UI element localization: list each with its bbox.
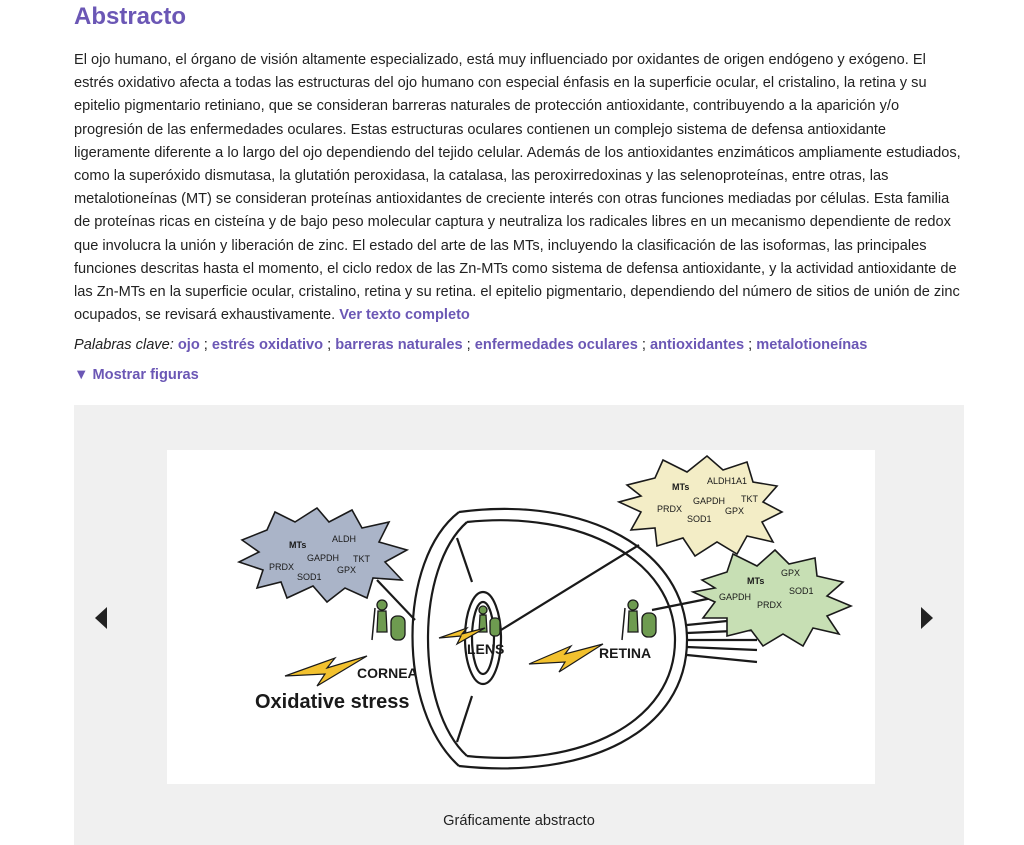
read-full-text-link[interactable]: Ver texto completo xyxy=(339,307,470,324)
svg-text:GAPDH: GAPDH xyxy=(307,553,340,563)
iris-bottom xyxy=(457,696,472,742)
abstract-body: El ojo humano, el órgano de visión altamente especializado, está muy influenciado por oxidantes de origen endógeno y exógeno. El estrés oxidativo afecta a todas las estructuras del ojo humano con especial énfasis en la superficie ocular, el cristalino, la retina y su epitelio pigmentario retiniano, que se consideran barreras naturales de protección antioxidante, contribuyendo a la aparición y/o progresión de las enfermedades oculares. Estas estructuras oculares contienen un complejo sistema de defensa antioxidante ligeramente diferente a lo largo del ojo dependiendo del tejido celular. Además de los antioxidantes enzimáticos ampliamente estudiados, como la superóxido dismutasa, la glutatión peroxidasa, la catalasa, las peroxirredoxinas y las selenoproteínas, entre otras, las metalotioneínas (MT) se consideran proteínas antioxidantes de creciente interés con otras funciones mediadas por células. Esta familia de proteínas ricas en cisteína y de bajo peso molecular captura y neutraliza los radicales libres en un mecanismo dependiente de redox que involucra la unión y liberación de zinc. El estado del arte de las MTs, incluyendo la clasificación de las isoformas, las principales funciones descritas hasta el momento, el ciclo redox de las Zn-MTs como sistema de defensa antioxidante, y la actividad antioxidante de las Zn-MTs en la superficie ocular, cristalino, retina y su retina. el epitelio pigmentario, dependiendo del número de sitios de unión de zinc ocupados, se revisará exhaustivamente. xyxy=(74,52,961,324)
keyword-link-barreras-naturales[interactable]: barreras naturales xyxy=(335,337,463,353)
svg-text:TKT: TKT xyxy=(353,554,370,564)
svg-text:TKT: TKT xyxy=(741,494,758,504)
keyword-link-enfermedades-oculares[interactable]: enfermedades oculares xyxy=(474,337,638,353)
figure-carousel xyxy=(74,405,964,845)
keywords-line xyxy=(74,334,966,356)
eye-diagram xyxy=(167,450,875,784)
svg-text:SOD1: SOD1 xyxy=(297,572,322,582)
svg-text:GAPDH: GAPDH xyxy=(693,496,726,506)
keyword-separator: ; xyxy=(641,337,646,353)
lens-label: LENS xyxy=(467,641,505,657)
keyword-link-ojo[interactable]: ojo xyxy=(177,337,200,353)
svg-text:ALDH: ALDH xyxy=(332,534,357,544)
svg-text:GPX: GPX xyxy=(781,568,801,578)
keyword-separator: ; xyxy=(327,337,332,353)
keyword-link-estres-oxidativo[interactable]: estrés oxidativo xyxy=(211,337,324,353)
triangle-right-icon xyxy=(916,605,936,631)
svg-text:GAPDH: GAPDH xyxy=(719,592,752,602)
iris-top xyxy=(457,538,472,582)
triangle-left-icon xyxy=(92,605,112,631)
svg-text:MTs: MTs xyxy=(672,482,690,492)
retina-defender-figure xyxy=(622,600,656,640)
oxidative-stress-label: Oxidative stress xyxy=(255,691,410,713)
svg-text:GPX: GPX xyxy=(337,565,357,575)
keyword-separator: ; xyxy=(748,337,753,353)
carousel-prev-button[interactable] xyxy=(92,605,112,631)
retina-label: RETINA xyxy=(599,645,652,661)
svg-text:PRDX: PRDX xyxy=(269,562,295,572)
svg-text:SOD1: SOD1 xyxy=(687,514,712,524)
svg-text:MTs: MTs xyxy=(289,540,307,550)
keyword-separator: ; xyxy=(466,337,471,353)
keyword-link-metalotioneinas[interactable]: metalotioneínas xyxy=(756,337,868,353)
svg-text:MTs: MTs xyxy=(747,576,765,586)
svg-text:SOD1: SOD1 xyxy=(789,586,814,596)
keyword-separator: ; xyxy=(203,337,208,353)
figure-caption: Gráficamente abstracto xyxy=(443,813,595,829)
cornea-defender-figure xyxy=(372,600,405,640)
lightning-bolt xyxy=(529,644,603,672)
page-title: Abstracto xyxy=(74,3,187,30)
lens-antioxidant-burst xyxy=(619,456,782,556)
cornea-label: CORNEA xyxy=(357,665,418,681)
svg-text:GPX: GPX xyxy=(725,506,745,516)
svg-text:ALDH1A1: ALDH1A1 xyxy=(707,476,748,486)
eye-globe-inner xyxy=(467,520,675,758)
show-figures-toggle[interactable]: ▼ Mostrar figuras xyxy=(74,367,199,383)
graphical-abstract-image[interactable] xyxy=(167,450,875,784)
keyword-link-antioxidantes[interactable]: antioxidantes xyxy=(650,337,745,353)
abstract-text xyxy=(74,49,966,327)
carousel-next-button[interactable] xyxy=(916,605,936,631)
keywords-label: Palabras clave: xyxy=(74,337,174,353)
svg-text:PRDX: PRDX xyxy=(657,504,683,514)
lightning-bolt xyxy=(285,656,367,686)
cornea-curve-outer xyxy=(413,512,460,766)
svg-text:PRDX: PRDX xyxy=(757,600,783,610)
